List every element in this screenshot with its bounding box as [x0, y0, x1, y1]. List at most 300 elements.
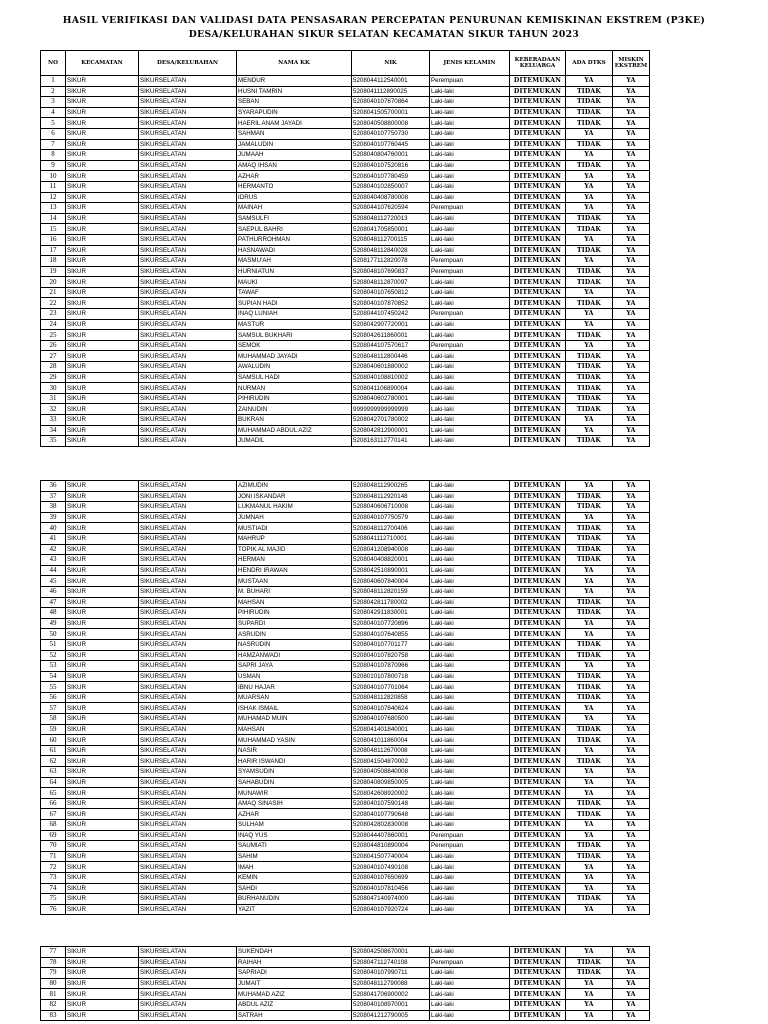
- cell-miskin-ekstrem: YA: [613, 692, 650, 703]
- cell-nama-kk: BURHANUDIN: [237, 894, 352, 905]
- cell-kecamatan: SIKUR: [66, 872, 139, 883]
- table-row: [41, 661, 650, 672]
- cell-kecamatan: SIKUR: [66, 97, 139, 108]
- cell-miskin-ekstrem: YA: [613, 724, 650, 735]
- cell-nik: 5208177112820078: [352, 256, 430, 267]
- cell-miskin-ekstrem: YA: [613, 512, 650, 523]
- cell-keberadaan: DITEMUKAN: [510, 978, 566, 989]
- cell-kecamatan: SIKUR: [66, 820, 139, 831]
- cell-jenis-kelamin: Laki-laki: [430, 692, 510, 703]
- cell-miskin-ekstrem: YA: [613, 862, 650, 873]
- cell-desa: SIKURSELATAN: [139, 894, 237, 905]
- cell-nama-kk: MASTUR: [237, 319, 352, 330]
- cell-jenis-kelamin: Perempuan: [430, 830, 510, 841]
- cell-nama-kk: AZHAR: [237, 171, 352, 182]
- cell-nik: 5208040107720896: [352, 618, 430, 629]
- cell-keberadaan: DITEMUKAN: [510, 788, 566, 799]
- cell-desa: SIKURSELATAN: [139, 978, 237, 989]
- table-row: [41, 298, 650, 309]
- cell-jenis-kelamin: Perempuan: [430, 256, 510, 267]
- cell-no: 68: [41, 820, 66, 831]
- cell-keberadaan: DITEMUKAN: [510, 160, 566, 171]
- cell-miskin-ekstrem: YA: [613, 650, 650, 661]
- cell-no: 20: [41, 277, 66, 288]
- cell-desa: SIKURSELATAN: [139, 851, 237, 862]
- cell-jenis-kelamin: Laki-laki: [430, 139, 510, 150]
- cell-kecamatan: SIKUR: [66, 404, 139, 415]
- cell-nik: 5208047112740108: [352, 957, 430, 968]
- cell-keberadaan: DITEMUKAN: [510, 682, 566, 693]
- cell-nik: 5208042812900001: [352, 425, 430, 436]
- cell-nik: 5208040107760445: [352, 139, 430, 150]
- cell-nik: 5208041112710001: [352, 533, 430, 544]
- cell-nik: 5208041504870002: [352, 756, 430, 767]
- cell-kecamatan: SIKUR: [66, 256, 139, 267]
- cell-miskin-ekstrem: YA: [613, 139, 650, 150]
- cell-jenis-kelamin: Laki-laki: [430, 171, 510, 182]
- cell-kecamatan: SIKUR: [66, 798, 139, 809]
- cell-keberadaan: DITEMUKAN: [510, 576, 566, 587]
- table-row: [41, 767, 650, 778]
- cell-nama-kk: HURNIATUN: [237, 266, 352, 277]
- cell-jenis-kelamin: Laki-laki: [430, 393, 510, 404]
- cell-kecamatan: SIKUR: [66, 576, 139, 587]
- cell-nik: 5208040107820758: [352, 650, 430, 661]
- cell-nama-kk: MAHSAN: [237, 724, 352, 735]
- cell-ada-dtks: TIDAK: [566, 671, 613, 682]
- cell-miskin-ekstrem: YA: [613, 629, 650, 640]
- cell-keberadaan: DITEMUKAN: [510, 565, 566, 576]
- cell-jenis-kelamin: Laki-laki: [430, 181, 510, 192]
- cell-keberadaan: DITEMUKAN: [510, 203, 566, 214]
- cell-ada-dtks: TIDAK: [566, 107, 613, 118]
- cell-desa: SIKURSELATAN: [139, 160, 237, 171]
- cell-no: 24: [41, 319, 66, 330]
- cell-nama-kk: MUHAMMAD YASIN: [237, 735, 352, 746]
- cell-ada-dtks: TIDAK: [566, 756, 613, 767]
- cell-kecamatan: SIKUR: [66, 107, 139, 118]
- cell-ada-dtks: YA: [566, 171, 613, 182]
- cell-no: 45: [41, 576, 66, 587]
- cell-ada-dtks: TIDAK: [566, 404, 613, 415]
- cell-kecamatan: SIKUR: [66, 586, 139, 597]
- cell-kecamatan: SIKUR: [66, 650, 139, 661]
- table-row: [41, 989, 650, 1000]
- table-row: [41, 107, 650, 118]
- cell-ada-dtks: YA: [566, 883, 613, 894]
- cell-miskin-ekstrem: YA: [613, 330, 650, 341]
- cell-miskin-ekstrem: YA: [613, 989, 650, 1000]
- cell-no: 73: [41, 872, 66, 883]
- cell-jenis-kelamin: Laki-laki: [430, 798, 510, 809]
- cell-desa: SIKURSELATAN: [139, 841, 237, 852]
- cell-kecamatan: SIKUR: [66, 639, 139, 650]
- cell-jenis-kelamin: Laki-laki: [430, 362, 510, 373]
- cell-kecamatan: SIKUR: [66, 533, 139, 544]
- cell-keberadaan: DITEMUKAN: [510, 544, 566, 555]
- cell-miskin-ekstrem: YA: [613, 586, 650, 597]
- col-header-miskin-ekstrem: MISKIN EKSTREM: [613, 51, 650, 76]
- cell-kecamatan: SIKUR: [66, 436, 139, 447]
- cell-kecamatan: SIKUR: [66, 491, 139, 502]
- cell-miskin-ekstrem: YA: [613, 872, 650, 883]
- cell-ada-dtks: TIDAK: [566, 650, 613, 661]
- cell-miskin-ekstrem: YA: [613, 756, 650, 767]
- cell-jenis-kelamin: Laki-laki: [430, 491, 510, 502]
- cell-ada-dtks: YA: [566, 415, 613, 426]
- cell-no: 44: [41, 565, 66, 576]
- cell-no: 58: [41, 714, 66, 725]
- cell-desa: SIKURSELATAN: [139, 404, 237, 415]
- cell-miskin-ekstrem: YA: [613, 841, 650, 852]
- cell-nik: 5208048112720013: [352, 213, 430, 224]
- cell-no: 9: [41, 160, 66, 171]
- cell-nik: 5208048112870097: [352, 277, 430, 288]
- cell-nik: 5208163112770141: [352, 436, 430, 447]
- cell-no: 48: [41, 608, 66, 619]
- table-row: [41, 724, 650, 735]
- cell-kecamatan: SIKUR: [66, 809, 139, 820]
- cell-nama-kk: JUMADIL: [237, 436, 352, 447]
- cell-keberadaan: DITEMUKAN: [510, 298, 566, 309]
- cell-keberadaan: DITEMUKAN: [510, 107, 566, 118]
- cell-miskin-ekstrem: YA: [613, 608, 650, 619]
- cell-desa: SIKURSELATAN: [139, 629, 237, 640]
- cell-desa: SIKURSELATAN: [139, 203, 237, 214]
- cell-ada-dtks: YA: [566, 287, 613, 298]
- cell-nik: 5208041401840001: [352, 724, 430, 735]
- cell-desa: SIKURSELATAN: [139, 788, 237, 799]
- cell-jenis-kelamin: Laki-laki: [430, 319, 510, 330]
- cell-nama-kk: SAMSUL HADI: [237, 372, 352, 383]
- cell-nama-kk: MUSTIADI: [237, 523, 352, 534]
- cell-jenis-kelamin: Perempuan: [430, 957, 510, 968]
- cell-ada-dtks: TIDAK: [566, 502, 613, 513]
- cell-jenis-kelamin: Laki-laki: [430, 86, 510, 97]
- cell-miskin-ekstrem: YA: [613, 277, 650, 288]
- cell-kecamatan: SIKUR: [66, 86, 139, 97]
- table-row: [41, 415, 650, 426]
- cell-nama-kk: AWALUDIN: [237, 362, 352, 373]
- cell-nik: 5208040601880002: [352, 362, 430, 373]
- cell-no: 17: [41, 245, 66, 256]
- cell-kecamatan: SIKUR: [66, 309, 139, 320]
- cell-jenis-kelamin: Laki-laki: [430, 788, 510, 799]
- cell-nik: 5208040107701064: [352, 682, 430, 693]
- cell-ada-dtks: TIDAK: [566, 809, 613, 820]
- cell-kecamatan: SIKUR: [66, 118, 139, 129]
- cell-keberadaan: DITEMUKAN: [510, 245, 566, 256]
- cell-miskin-ekstrem: YA: [613, 245, 650, 256]
- cell-jenis-kelamin: Laki-laki: [430, 234, 510, 245]
- cell-nik: 5208040108810002: [352, 372, 430, 383]
- cell-desa: SIKURSELATAN: [139, 1010, 237, 1021]
- cell-jenis-kelamin: Laki-laki: [430, 724, 510, 735]
- cell-keberadaan: DITEMUKAN: [510, 425, 566, 436]
- cell-keberadaan: DITEMUKAN: [510, 393, 566, 404]
- cell-desa: SIKURSELATAN: [139, 682, 237, 693]
- cell-miskin-ekstrem: YA: [613, 523, 650, 534]
- table-row: [41, 213, 650, 224]
- table-row: [41, 957, 650, 968]
- cell-keberadaan: DITEMUKAN: [510, 830, 566, 841]
- cell-keberadaan: DITEMUKAN: [510, 213, 566, 224]
- cell-keberadaan: DITEMUKAN: [510, 862, 566, 873]
- cell-keberadaan: DITEMUKAN: [510, 714, 566, 725]
- cell-no: 50: [41, 629, 66, 640]
- cell-no: 12: [41, 192, 66, 203]
- cell-jenis-kelamin: Laki-laki: [430, 160, 510, 171]
- cell-keberadaan: DITEMUKAN: [510, 798, 566, 809]
- cell-ada-dtks: TIDAK: [566, 351, 613, 362]
- cell-nik: 5208042802830008: [352, 820, 430, 831]
- cell-ada-dtks: YA: [566, 872, 613, 883]
- table-row: [41, 362, 650, 373]
- cell-jenis-kelamin: Laki-laki: [430, 862, 510, 873]
- cell-no: 31: [41, 393, 66, 404]
- cell-ada-dtks: YA: [566, 425, 613, 436]
- cell-miskin-ekstrem: YA: [613, 830, 650, 841]
- cell-miskin-ekstrem: YA: [613, 234, 650, 245]
- cell-no: 77: [41, 947, 66, 958]
- cell-nama-kk: MAHSAN: [237, 597, 352, 608]
- cell-ada-dtks: TIDAK: [566, 97, 613, 108]
- cell-no: 3: [41, 97, 66, 108]
- cell-miskin-ekstrem: YA: [613, 576, 650, 587]
- cell-miskin-ekstrem: YA: [613, 597, 650, 608]
- cell-nik: 5208041112890025: [352, 86, 430, 97]
- cell-kecamatan: SIKUR: [66, 597, 139, 608]
- cell-desa: SIKURSELATAN: [139, 576, 237, 587]
- cell-no: 8: [41, 150, 66, 161]
- cell-ada-dtks: TIDAK: [566, 692, 613, 703]
- cell-ada-dtks: TIDAK: [566, 436, 613, 447]
- cell-jenis-kelamin: Laki-laki: [430, 989, 510, 1000]
- table-row: [41, 714, 650, 725]
- cell-nik: 5208041706900002: [352, 989, 430, 1000]
- cell-no: 28: [41, 362, 66, 373]
- cell-ada-dtks: TIDAK: [566, 491, 613, 502]
- table-row: [41, 978, 650, 989]
- table-row: [41, 629, 650, 640]
- col-header-ada-dtks: ADA DTKS: [566, 51, 613, 76]
- cell-nama-kk: HERMANTO: [237, 181, 352, 192]
- table-row: [41, 756, 650, 767]
- table-row: [41, 436, 650, 447]
- cell-desa: SIKURSELATAN: [139, 171, 237, 182]
- cell-nama-kk: SEBAN: [237, 97, 352, 108]
- table-row: [41, 904, 650, 915]
- cell-ada-dtks: TIDAK: [566, 86, 613, 97]
- cell-nik: 5208040107670864: [352, 97, 430, 108]
- cell-miskin-ekstrem: YA: [613, 714, 650, 725]
- cell-nama-kk: JONI ISKANDAR: [237, 491, 352, 502]
- cell-no: 25: [41, 330, 66, 341]
- cell-jenis-kelamin: Laki-laki: [430, 533, 510, 544]
- cell-nama-kk: NURMAN: [237, 383, 352, 394]
- cell-nama-kk: ISHAK ISMAIL: [237, 703, 352, 714]
- cell-miskin-ekstrem: YA: [613, 224, 650, 235]
- cell-nama-kk: MUHAMAD AZIZ: [237, 989, 352, 1000]
- cell-nama-kk: IBNU HAJAR: [237, 682, 352, 693]
- table-row: [41, 809, 650, 820]
- cell-nik: 5208040107870852: [352, 298, 430, 309]
- cell-desa: SIKURSELATAN: [139, 798, 237, 809]
- cell-keberadaan: DITEMUKAN: [510, 224, 566, 235]
- cell-no: 51: [41, 639, 66, 650]
- cell-nik: 5208041011860004: [352, 735, 430, 746]
- cell-ada-dtks: YA: [566, 181, 613, 192]
- cell-desa: SIKURSELATAN: [139, 491, 237, 502]
- cell-keberadaan: DITEMUKAN: [510, 192, 566, 203]
- cell-no: 37: [41, 491, 66, 502]
- cell-desa: SIKURSELATAN: [139, 533, 237, 544]
- cell-keberadaan: DITEMUKAN: [510, 618, 566, 629]
- cell-jenis-kelamin: Laki-laki: [430, 523, 510, 534]
- cell-desa: SIKURSELATAN: [139, 565, 237, 576]
- cell-ada-dtks: YA: [566, 340, 613, 351]
- cell-nama-kk: MAINAH: [237, 203, 352, 214]
- cell-ada-dtks: YA: [566, 777, 613, 788]
- cell-miskin-ekstrem: YA: [613, 947, 650, 958]
- cell-miskin-ekstrem: YA: [613, 76, 650, 87]
- cell-miskin-ekstrem: YA: [613, 735, 650, 746]
- cell-no: 49: [41, 618, 66, 629]
- cell-nik: 5208042701780002: [352, 415, 430, 426]
- cell-ada-dtks: YA: [566, 904, 613, 915]
- cell-keberadaan: DITEMUKAN: [510, 724, 566, 735]
- cell-jenis-kelamin: Laki-laki: [430, 245, 510, 256]
- cell-desa: SIKURSELATAN: [139, 735, 237, 746]
- cell-desa: SIKURSELATAN: [139, 393, 237, 404]
- cell-nik: 5208048112700115: [352, 234, 430, 245]
- cell-desa: SIKURSELATAN: [139, 266, 237, 277]
- cell-nik: 5208048107690837: [352, 266, 430, 277]
- cell-no: 19: [41, 266, 66, 277]
- table-row: [41, 565, 650, 576]
- cell-keberadaan: DITEMUKAN: [510, 266, 566, 277]
- cell-jenis-kelamin: Laki-laki: [430, 947, 510, 958]
- cell-desa: SIKURSELATAN: [139, 224, 237, 235]
- cell-jenis-kelamin: Laki-laki: [430, 682, 510, 693]
- cell-nama-kk: SAHIM: [237, 851, 352, 862]
- cell-nama-kk: IDRUS: [237, 192, 352, 203]
- cell-ada-dtks: YA: [566, 1010, 613, 1021]
- cell-kecamatan: SIKUR: [66, 565, 139, 576]
- cell-desa: SIKURSELATAN: [139, 756, 237, 767]
- cell-desa: SIKURSELATAN: [139, 968, 237, 979]
- cell-miskin-ekstrem: YA: [613, 128, 650, 139]
- cell-miskin-ekstrem: YA: [613, 97, 650, 108]
- cell-miskin-ekstrem: YA: [613, 181, 650, 192]
- cell-desa: SIKURSELATAN: [139, 830, 237, 841]
- cell-desa: SIKURSELATAN: [139, 234, 237, 245]
- cell-ada-dtks: YA: [566, 661, 613, 672]
- cell-keberadaan: DITEMUKAN: [510, 404, 566, 415]
- cell-miskin-ekstrem: YA: [613, 383, 650, 394]
- cell-keberadaan: DITEMUKAN: [510, 415, 566, 426]
- cell-ada-dtks: YA: [566, 788, 613, 799]
- cell-nama-kk: AZHAR: [237, 809, 352, 820]
- cell-ada-dtks: YA: [566, 76, 613, 87]
- cell-nik: 5208041106890004: [352, 383, 430, 394]
- cell-nik: 5208044112540001: [352, 76, 430, 87]
- cell-keberadaan: DITEMUKAN: [510, 330, 566, 341]
- cell-no: 18: [41, 256, 66, 267]
- cell-no: 67: [41, 809, 66, 820]
- cell-nik: 5208048112820858: [352, 692, 430, 703]
- cell-nik: 5208041208940008: [352, 544, 430, 555]
- cell-nik: 5208048112670008: [352, 745, 430, 756]
- cell-miskin-ekstrem: YA: [613, 999, 650, 1010]
- cell-miskin-ekstrem: YA: [613, 788, 650, 799]
- cell-nama-kk: TAWAF: [237, 287, 352, 298]
- cell-desa: SIKURSELATAN: [139, 128, 237, 139]
- cell-nik: 5208042508670001: [352, 947, 430, 958]
- cell-kecamatan: SIKUR: [66, 139, 139, 150]
- cell-jenis-kelamin: Laki-laki: [430, 436, 510, 447]
- cell-keberadaan: DITEMUKAN: [510, 383, 566, 394]
- cell-keberadaan: DITEMUKAN: [510, 118, 566, 129]
- cell-jenis-kelamin: Laki-laki: [430, 999, 510, 1010]
- cell-kecamatan: SIKUR: [66, 544, 139, 555]
- table-row: [41, 383, 650, 394]
- table-row: [41, 586, 650, 597]
- cell-miskin-ekstrem: YA: [613, 820, 650, 831]
- cell-jenis-kelamin: Laki-laki: [430, 904, 510, 915]
- cell-kecamatan: SIKUR: [66, 213, 139, 224]
- cell-desa: SIKURSELATAN: [139, 107, 237, 118]
- cell-nama-kk: BUKRAN: [237, 415, 352, 426]
- cell-desa: SIKURSELATAN: [139, 213, 237, 224]
- cell-kecamatan: SIKUR: [66, 629, 139, 640]
- cell-keberadaan: DITEMUKAN: [510, 756, 566, 767]
- cell-desa: SIKURSELATAN: [139, 862, 237, 873]
- cell-miskin-ekstrem: YA: [613, 767, 650, 778]
- cell-no: 4: [41, 107, 66, 118]
- table-row: [41, 650, 650, 661]
- cell-desa: SIKURSELATAN: [139, 372, 237, 383]
- cell-ada-dtks: YA: [566, 978, 613, 989]
- cell-miskin-ekstrem: YA: [613, 777, 650, 788]
- cell-ada-dtks: YA: [566, 565, 613, 576]
- cell-nik: 5208040602780001: [352, 393, 430, 404]
- cell-kecamatan: SIKUR: [66, 340, 139, 351]
- cell-nik: 5208040107701177: [352, 639, 430, 650]
- table-row: [41, 277, 650, 288]
- cell-miskin-ekstrem: YA: [613, 809, 650, 820]
- col-header-keberadaan: KEBERADAAN KELUARGA: [510, 51, 566, 76]
- cell-nama-kk: JUMAIT: [237, 978, 352, 989]
- cell-jenis-kelamin: Laki-laki: [430, 777, 510, 788]
- cell-ada-dtks: TIDAK: [566, 957, 613, 968]
- cell-miskin-ekstrem: YA: [613, 436, 650, 447]
- cell-nama-kk: MUHAMAD MUIN: [237, 714, 352, 725]
- cell-no: 22: [41, 298, 66, 309]
- cell-miskin-ekstrem: YA: [613, 533, 650, 544]
- cell-keberadaan: DITEMUKAN: [510, 533, 566, 544]
- cell-no: 32: [41, 404, 66, 415]
- cell-keberadaan: DITEMUKAN: [510, 128, 566, 139]
- cell-nama-kk: MUHAMMAD ABDUL AZIZ: [237, 425, 352, 436]
- cell-kecamatan: SIKUR: [66, 671, 139, 682]
- cell-ada-dtks: TIDAK: [566, 393, 613, 404]
- cell-desa: SIKURSELATAN: [139, 139, 237, 150]
- cell-keberadaan: DITEMUKAN: [510, 362, 566, 373]
- cell-keberadaan: DITEMUKAN: [510, 872, 566, 883]
- cell-nama-kk: HERMAN: [237, 555, 352, 566]
- cell-no: 5: [41, 118, 66, 129]
